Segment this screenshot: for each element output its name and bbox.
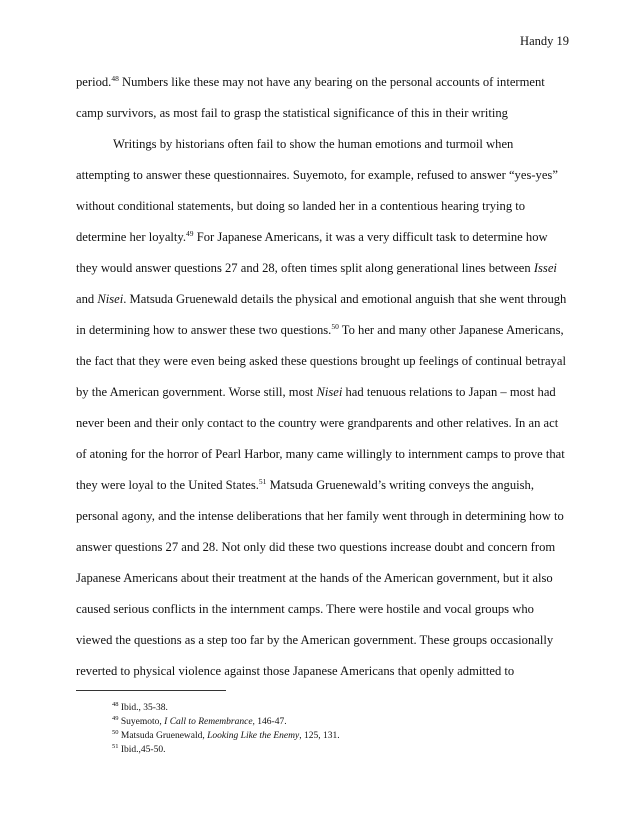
body-line-1: period.$^{48}$ Numbers like these may not have any bearing on the personal accounts of interment [76,74,545,89]
body-line-19: viewed the questions as a step too far by the American government. These groups occasionally [76,633,554,647]
body-line-11: by the American government. Worse still, most Nisei had tenuous relations to Japan – most had [76,385,556,399]
body-line-2: camp survivors, as most fail to grasp the statistical significance of this in their writing [76,106,508,120]
body-line-16: answer questions 27 and 28. Not only did these two questions increase doubt and concern from [76,540,556,554]
footnote-51: $^{51}$ Ibid.,45-50. [112,743,166,755]
header-author: Handy [520,34,554,48]
body-line-3: Writings by historians often fail to show the human emotions and turmoil when [113,137,514,151]
body-line-6: determine her loyalty.$^{49}$ For Japanese Americans, it was a very difficult task to determine how [76,229,548,244]
footnote-49: $^{49}$ Suyemoto, I Call to Remembrance, 146-47. [112,715,287,727]
body-line-17: Japanese Americans about their treatment at the hands of the American government, but it also [76,571,553,585]
body-line-8: and Nisei. Matsuda Gruenewald details the physical and emotional anguish that she went through [76,292,567,306]
footnote-divider [76,690,226,691]
body-line-12: never been and their only contact to the country were grandparents and other relatives. In an act [76,416,559,430]
body-line-13: of atoning for the horror of Pearl Harbor, many came willingly to internment camps to prove that [76,447,565,461]
footnote-ref-50[interactable]: 50 [331,322,339,331]
body-line-10: the fact that they were even being asked these questions brought up feelings of continual betrayal [76,354,566,368]
body-line-14: they were loyal to the United States.$^{51}$ Matsuda Gruenewald’s writing conveys the anguish, [76,477,534,492]
footnote-ref-49[interactable]: 49 [186,229,194,238]
body-line-5: without conditional statements, but doing so landed her in a contentious hearing trying to [76,199,526,213]
page-header [520,34,569,49]
body-line-4: attempting to answer these questionnaires. Suyemoto, for example, refused to answer “yes-yes” [76,168,558,182]
footnote-50: $^{50}$ Matsuda Gruenewald, Looking Like the Enemy, 125, 131. [112,729,340,741]
footnote-ref-48[interactable]: 48 [111,74,119,83]
body-line-20: reverted to physical violence against those Japanese Americans that openly admitted to [76,664,515,678]
body-line-7: they would answer questions 27 and 28, often times split along generational lines between Issei [76,261,557,275]
footnote-48: $^{48}$ Ibid., 35-38. [112,701,168,713]
body-line-15: personal agony, and the intense deliberations that her family went through in determining how to [76,509,564,523]
body-line-9: in determining how to answer these two questions.$^{50}$ To her and many other Japanese Americans, [76,322,564,337]
footnote-ref-51[interactable]: 51 [258,477,267,486]
header-page-number: 19 [556,34,569,48]
body-line-18: caused serious conflicts in the internment camps. There were hostile and vocal groups who [76,602,534,616]
